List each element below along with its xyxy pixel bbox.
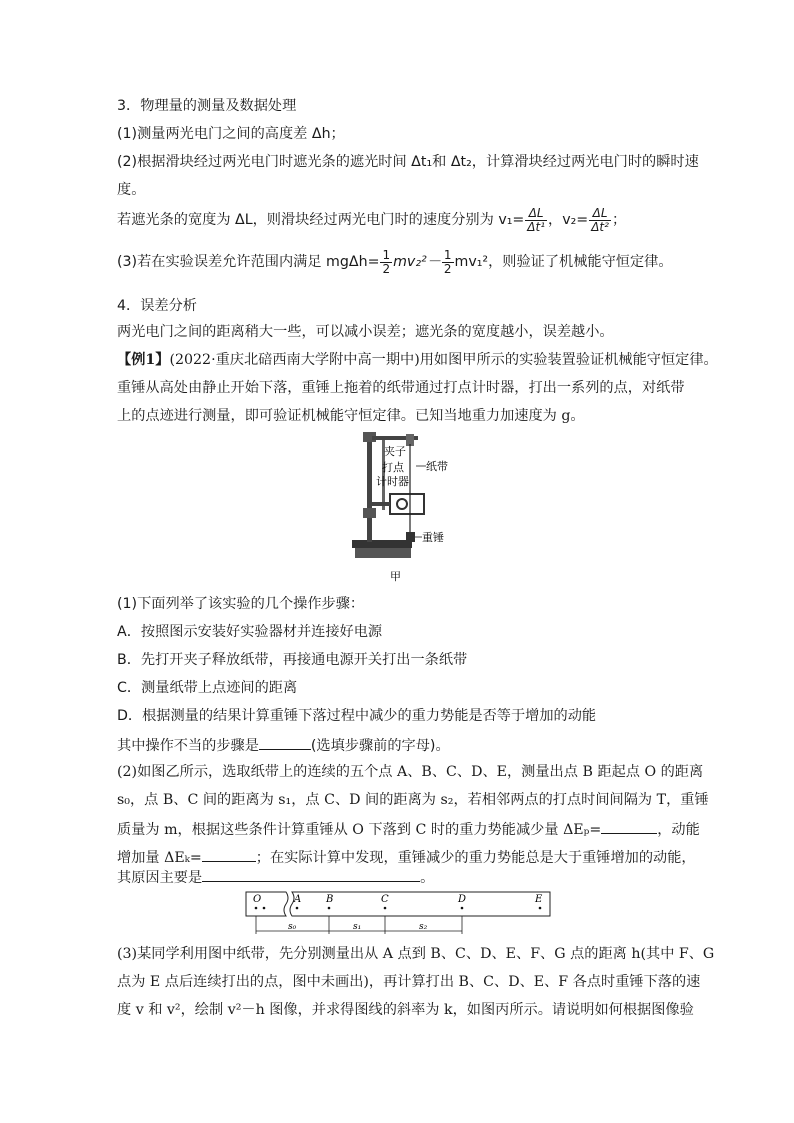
label-tape: 纸带: [426, 460, 448, 473]
stand-pole: [367, 434, 372, 542]
tape-dot-a: [296, 907, 299, 910]
q2-line-2: s₀，点 B、C 间的距离为 s₁，点 C、D 间的距离为 s₂，若相邻两点的打点时间间隔为 T，重锤: [117, 792, 709, 808]
q2-line-3-suffix: ，动能: [657, 822, 700, 838]
s3-item-2-line-2: 度。: [117, 182, 146, 198]
velocity-formula-end: ；: [611, 212, 627, 228]
s3-item-2-line-1: (2)根据滑块经过两光电门时遮光条的遮光时间 Δt₁和 Δt₂，计算滑块经过两光电门时的瞬时速: [117, 154, 699, 170]
q2-line-4: [117, 846, 696, 868]
example-1-line-1: [117, 350, 718, 370]
q1-option-d: D．根据测量的结果计算重锤下落过程中减少的重力势能是否等于增加的动能: [117, 708, 597, 724]
stand-base-top: [352, 540, 412, 548]
label-s0: s₀: [288, 922, 297, 932]
s3-velocity-formula: [117, 206, 626, 234]
label-point-o: O: [253, 894, 262, 905]
s4-paragraph: 两光电门之间的距离稍大一些，可以减小误差；遮光条的宽度越小，误差越小。: [117, 324, 614, 340]
q1-option-a: A．按照图示安装好实验器材并连接好电源: [117, 624, 383, 640]
figure-caption-jia: 甲: [390, 570, 401, 583]
q1-intro: (1)下面列举了该实验的几个操作步骤：: [117, 596, 365, 612]
label-timer-2: 计时器: [376, 475, 409, 488]
energy-formula-mid-2: mv₁²，则验证了机械能守恒定律。: [454, 254, 673, 270]
fraction-v2-denominator: Δt²: [591, 219, 609, 234]
paper-tape-figure: [244, 886, 554, 938]
label-point-c: C: [381, 894, 389, 905]
kinetic-energy-blank[interactable]: [202, 846, 256, 862]
weight-block: [406, 532, 415, 542]
stand-base-bottom: [355, 548, 411, 558]
tape-dot-d: [461, 907, 464, 910]
q2-line-4-prefix: 增加量 ΔEₖ=: [117, 850, 202, 866]
q2-line-3: [117, 818, 700, 840]
q1-option-c: C．测量纸带上点迹间的距离: [117, 680, 298, 696]
tape-dot-c: [384, 907, 387, 910]
example-1-line-3: 上的点迹进行测量，即可验证机械能守恒定律。已知当地重力加速度为 g。: [117, 408, 585, 424]
timer-wheel: [397, 499, 407, 509]
s3-item-1: (1)测量两光电门之间的高度差 Δh；: [117, 126, 345, 142]
label-s1: s₁: [353, 922, 362, 932]
q2-line-3-prefix: 质量为 m，根据这些条件计算重锤从 O 下落到 C 时的重力势能减少量 ΔEₚ=: [117, 822, 602, 838]
tape-dot: [255, 907, 258, 910]
half-1-numerator: 1: [382, 247, 391, 262]
example-1-line-2: 重锤从高处由静止开始下落，重锤上拖着的纸带通过打点计时器，打出一系列的点，对纸带: [117, 380, 685, 396]
q1-question-prefix: 其中操作不当的步骤是: [117, 738, 259, 754]
q1-question: [117, 734, 450, 756]
q2-line-5-suffix: 。: [420, 870, 435, 886]
q3-line-2: 点为 E 点后连续打出的点，图中未画出)，再计算打出 B、C、D、E、F 各点时重锤下落的速: [117, 974, 701, 990]
example-tag: 【例1】: [117, 352, 170, 368]
label-point-e: E: [535, 894, 543, 905]
s3-item-3: [117, 248, 673, 276]
fraction-v2: [589, 207, 611, 234]
label-s2: s₂: [419, 922, 428, 932]
q3-line-3: 度 v 和 v²，绘制 v²－h 图像，并求得图线的斜率为 k，如图丙所示。请说明如何根据图像验: [117, 1002, 694, 1018]
reason-blank[interactable]: [202, 866, 420, 882]
fraction-half-2: [442, 249, 454, 276]
half-1-denominator: 2: [382, 261, 391, 276]
half-2-denominator: 2: [443, 261, 452, 276]
fraction-v1-denominator: Δt¹: [527, 219, 546, 234]
q3-line-1: (3)某同学利用图中纸带，先分别测量出从 A 点到 B、C、D、E、F、G 点的距离 h(其中 F、G: [117, 946, 715, 962]
q2-line-4-suffix: ；在实际计算中发现，重锤减少的重力势能总是大于重锤增加的动能，: [255, 850, 696, 866]
velocity-formula-prefix: 若遮光条的宽度为 ΔL，则滑块经过两光电门时的速度分别为 v₁=: [117, 212, 525, 228]
label-weight: 重锤: [422, 531, 444, 544]
velocity-formula-mid: ，v₂=: [548, 212, 589, 228]
q2-line-5: [117, 866, 434, 888]
label-clip: 夹子: [384, 445, 406, 458]
potential-energy-blank[interactable]: [601, 818, 657, 834]
q1-option-b: B．先打开夹子释放纸带，再接通电源开关打出一条纸带: [117, 652, 468, 668]
half-2-numerator: 1: [443, 247, 452, 262]
q1-question-suffix: (选填步骤前的字母)。: [310, 738, 450, 754]
tape-dot: [263, 907, 266, 910]
label-point-b: B: [326, 894, 334, 905]
tape-dot-e: [539, 907, 542, 910]
q1-answer-blank[interactable]: [259, 734, 311, 750]
fraction-v2-numerator: ΔL: [589, 207, 611, 221]
fraction-v1-numerator: ΔL: [525, 207, 547, 221]
fraction-half-1: [380, 249, 392, 276]
section-4-title: 4．误差分析: [117, 298, 197, 314]
q2-line-1: (2)如图乙所示，选取纸带上的连续的五个点 A、B、C、D、E，测量出点 B 距起点 O 的距离: [117, 764, 704, 780]
energy-formula-prefix: (3)若在实验误差允许范围内满足 mgΔh=: [117, 254, 380, 270]
section-3-title: 3．物理量的测量及数据处理: [117, 98, 297, 114]
example-source: (2022·重庆北碚西南大学附中高一期中)用如图甲所示的实验装置验证机械能守恒定律。: [169, 352, 718, 368]
timer-arm: [372, 502, 390, 506]
label-timer-1: 打点: [382, 461, 404, 474]
label-point-a: A: [294, 894, 302, 905]
apparatus-figure: [340, 428, 470, 588]
energy-formula-mid-1: mv₂²－: [393, 254, 441, 270]
tape-dot-b: [328, 907, 331, 910]
label-point-d: D: [458, 894, 467, 905]
q2-line-5-prefix: 其原因主要是: [117, 870, 203, 886]
fraction-v1: [525, 207, 547, 234]
lower-clamp: [363, 508, 376, 518]
